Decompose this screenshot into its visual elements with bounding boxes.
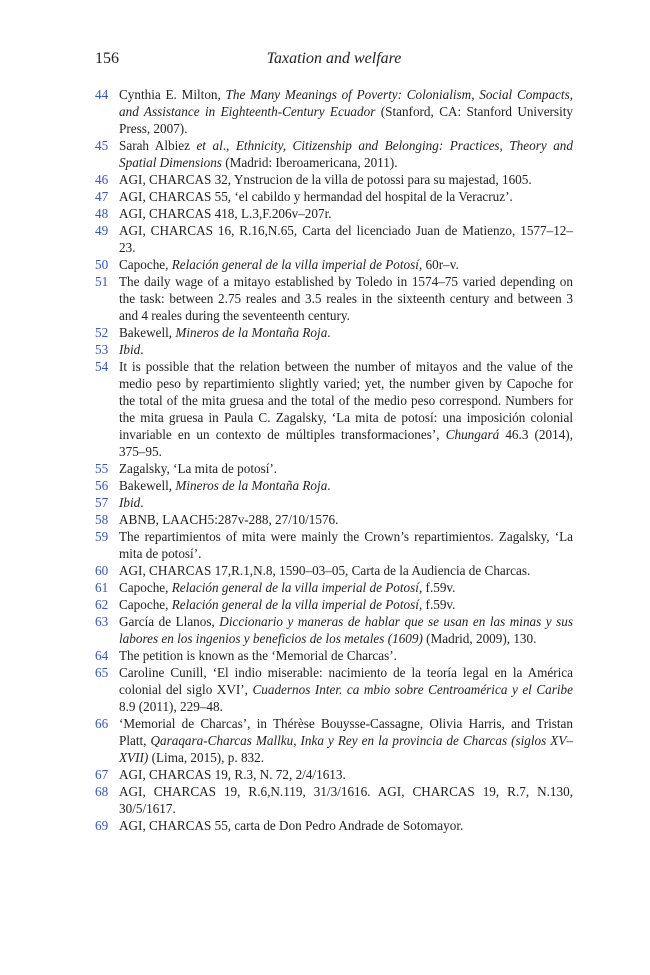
endnote xyxy=(95,817,573,834)
endnote-text xyxy=(119,189,513,204)
text-run: Capoche, xyxy=(119,580,172,595)
endnote xyxy=(95,477,573,494)
endnote xyxy=(95,171,573,188)
endnote-number-link[interactable]: 67 xyxy=(95,767,109,782)
text-run: The repartimientos of mita were mainly the Crown’s repartimientos. Zagalsky, ‘La mita de potosí’. xyxy=(119,529,573,561)
text-run: AGI, CHARCAS 19, R.6,N.119, 31/3/1616. AGI, CHARCAS 19, R.7, N.130, 30/5/1617. xyxy=(119,784,573,816)
text-run: , f.59v. xyxy=(418,597,456,612)
endnote xyxy=(95,647,573,664)
text-run: . xyxy=(327,325,331,340)
text-run: . xyxy=(140,495,144,510)
endnote-text xyxy=(119,478,331,493)
endnote-text xyxy=(119,461,277,476)
text-run: Caroline Cunill, ‘El indio miserable: nacimiento de la teoría legal en la América colonial del siglo XVI’, xyxy=(119,665,573,697)
page-header xyxy=(95,49,573,71)
endnote-text xyxy=(119,325,331,340)
endnote-number-link[interactable]: 56 xyxy=(95,478,109,493)
italic-title: Mineros de la Montaña Roja xyxy=(175,325,328,340)
endnote-text xyxy=(119,342,144,357)
endnote-text xyxy=(119,716,573,765)
text-run: Zagalsky, ‘La mita de potosí’. xyxy=(119,461,278,476)
endnote-number-link[interactable]: 59 xyxy=(95,529,109,544)
endnote xyxy=(95,460,573,477)
endnote-number-link[interactable]: 60 xyxy=(95,563,109,578)
endnote-number-link[interactable]: 63 xyxy=(95,614,109,629)
page-number: 156 xyxy=(95,50,119,67)
endnotes-list xyxy=(95,86,573,834)
text-run: AGI, CHARCAS 55, carta de Don Pedro Andrade de Sotomayor. xyxy=(119,818,464,833)
endnote-number-link[interactable]: 45 xyxy=(95,138,109,153)
text-run: ‘Memorial de Charcas’, in Thérèse Bouysse-Cassagne, Olivia Harris, and Tristan Platt, xyxy=(119,716,573,748)
endnote-text xyxy=(119,206,332,221)
endnote-number-link[interactable]: 61 xyxy=(95,580,109,595)
text-run: , f.59v. xyxy=(418,580,456,595)
endnote-number-link[interactable]: 69 xyxy=(95,818,109,833)
endnote xyxy=(95,494,573,511)
endnote-text xyxy=(119,648,397,663)
endnote-number-link[interactable]: 64 xyxy=(95,648,109,663)
endnote-number-link[interactable]: 65 xyxy=(95,665,109,680)
endnote-text xyxy=(119,223,573,255)
italic-title: Ibid xyxy=(119,495,141,510)
endnote-number-link[interactable]: 62 xyxy=(95,597,109,612)
endnote-number-link[interactable]: 47 xyxy=(95,189,109,204)
italic-title: Relación general de la villa imperial de Potosí xyxy=(171,257,419,272)
endnote xyxy=(95,341,573,358)
italic-title: Qaraqara-Charcas Mallku, Inka y Rey en la provincia de Charcas (siglos XV–XVII) xyxy=(119,733,573,765)
endnote-number-link[interactable]: 46 xyxy=(95,172,109,187)
text-run: ABNB, LAACH5:287v-288, 27/10/1576. xyxy=(119,512,339,527)
text-run: It is possible that the relation between the number of mitayos and the value of the medio peso by repartimiento slightly varied; yet, the number given by Capoche for the total of the mita gruesa and the total of the medio peso correspond. Numbers for the mita gruesa in Paula C. Zagalsky, ‘La mita de potosí: una imposición colonial invariable en un contexto de múltiples transformaciones’, xyxy=(119,359,573,442)
endnote xyxy=(95,715,573,766)
endnote-text xyxy=(119,257,459,272)
endnote xyxy=(95,222,573,256)
text-run: Capoche, xyxy=(119,257,172,272)
endnote-text xyxy=(119,274,573,323)
endnote xyxy=(95,137,573,171)
italic-title: Mineros de la Montaña Roja xyxy=(175,478,328,493)
endnote-text xyxy=(119,495,144,510)
endnote-number-link[interactable]: 68 xyxy=(95,784,109,799)
text-run: . xyxy=(327,478,331,493)
endnote-number-link[interactable]: 51 xyxy=(95,274,109,289)
text-run: AGI, CHARCAS 17,R.1,N.8, 1590–03–05, Carta de la Audiencia de Charcas. xyxy=(119,563,531,578)
italic-title: Diccionario y maneras de hablar que se usan en las minas y sus labores en los ingenios y beneficios de los metales (1609) xyxy=(119,614,573,646)
endnote xyxy=(95,613,573,647)
text-run: (Madrid, 2009), 130. xyxy=(422,631,537,646)
endnote xyxy=(95,86,573,137)
text-run: Cynthia E. Milton, xyxy=(119,87,226,102)
text-run: García de Llanos, xyxy=(119,614,220,629)
italic-title: Chungará xyxy=(445,427,500,442)
endnote xyxy=(95,528,573,562)
text-run: 46.3 (2014), 375–95. xyxy=(119,427,573,459)
text-run: (Stanford, CA: Stanford University Press, 2007). xyxy=(119,104,573,136)
endnote-text xyxy=(119,597,455,612)
text-run: . xyxy=(140,342,144,357)
text-run: (Madrid: Iberoamericana, 2011). xyxy=(221,155,398,170)
endnote-text xyxy=(119,512,338,527)
endnote xyxy=(95,256,573,273)
endnote-number-link[interactable]: 53 xyxy=(95,342,109,357)
endnote xyxy=(95,273,573,324)
endnote xyxy=(95,358,573,460)
endnote-number-link[interactable]: 58 xyxy=(95,512,109,527)
italic-title: Ibid xyxy=(119,342,141,357)
italic-title: Relación general de la villa imperial de Potosí xyxy=(171,597,419,612)
text-run: Capoche, xyxy=(119,597,172,612)
endnote-number-link[interactable]: 55 xyxy=(95,461,109,476)
endnote-text xyxy=(119,580,455,595)
italic-title: Cuadernos Inter. ca mbio sobre Centroamérica y el Caribe xyxy=(252,682,573,697)
endnote-text xyxy=(119,818,463,833)
endnote xyxy=(95,783,573,817)
endnote-number-link[interactable]: 48 xyxy=(95,206,109,221)
endnote-text xyxy=(119,87,573,136)
text-run: AGI, CHARCAS 16, R.16,N.65, Carta del licenciado Juan de Matienzo, 1577–12–23. xyxy=(119,223,573,255)
endnote xyxy=(95,596,573,613)
text-run: AGI, CHARCAS 19, R.3, N. 72, 2/4/1613. xyxy=(119,767,346,782)
endnote xyxy=(95,188,573,205)
endnote xyxy=(95,579,573,596)
endnote-number-link[interactable]: 50 xyxy=(95,257,109,272)
endnote xyxy=(95,205,573,222)
text-run: ., xyxy=(222,138,236,153)
endnote-text xyxy=(119,138,573,170)
endnote-text xyxy=(119,563,530,578)
running-title: Taxation and welfare xyxy=(266,50,402,67)
text-run: The daily wage of a mitayo established by Toledo in 1574–75 varied depending on the task: between 2.75 reales and 3.5 reales in the sixteenth century and between 3 and 4 reales during the seventeenth century. xyxy=(119,274,573,323)
endnote-number-link[interactable]: 57 xyxy=(95,495,109,510)
endnote xyxy=(95,511,573,528)
italic-title: Ethnicity, Citizenship and Belonging: Practices, Theory and Spatial Dimensions xyxy=(119,138,573,170)
endnote xyxy=(95,324,573,341)
endnote-number-link[interactable]: 44 xyxy=(95,87,109,102)
text-run: (Lima, 2015), p. 832. xyxy=(148,750,265,765)
text-run: 8.9 (2011), 229–48. xyxy=(119,699,223,714)
text-run: AGI, CHARCAS 418, L.3,F.206v–207r. xyxy=(119,206,332,221)
endnote-number-link[interactable]: 49 xyxy=(95,223,109,238)
endnote-number-link[interactable]: 54 xyxy=(95,359,109,374)
italic-title: et al xyxy=(196,138,223,153)
text-run: The petition is known as the ‘Memorial de Charcas’. xyxy=(119,648,397,663)
endnote-text xyxy=(119,529,573,561)
text-run: Sarah Albiez xyxy=(119,138,197,153)
endnote xyxy=(95,664,573,715)
endnote-text xyxy=(119,665,573,714)
text-run: Bakewell, xyxy=(119,325,176,340)
text-run: AGI, CHARCAS 32, Ynstrucion de la villa de potossi para su majestad, 1605. xyxy=(119,172,532,187)
endnote-text xyxy=(119,172,532,187)
text-run: AGI, CHARCAS 55, ‘el cabildo y hermandad del hospital de la Veracruz’. xyxy=(119,189,513,204)
italic-title: Relación general de la villa imperial de Potosí xyxy=(171,580,419,595)
endnote xyxy=(95,562,573,579)
endnote xyxy=(95,766,573,783)
endnote-text xyxy=(119,767,346,782)
endnote-text xyxy=(119,784,573,816)
endnote-text xyxy=(119,614,573,646)
endnote-number-link[interactable]: 52 xyxy=(95,325,109,340)
text-run: , 60r–v. xyxy=(418,257,459,272)
text-run: Bakewell, xyxy=(119,478,176,493)
endnote-text xyxy=(119,359,573,459)
endnote-number-link[interactable]: 66 xyxy=(95,716,109,731)
italic-title: The Many Meanings of Poverty: Colonialism, Social Compacts, and Assistance in Eighteenth-Century Ecuador xyxy=(119,87,574,119)
